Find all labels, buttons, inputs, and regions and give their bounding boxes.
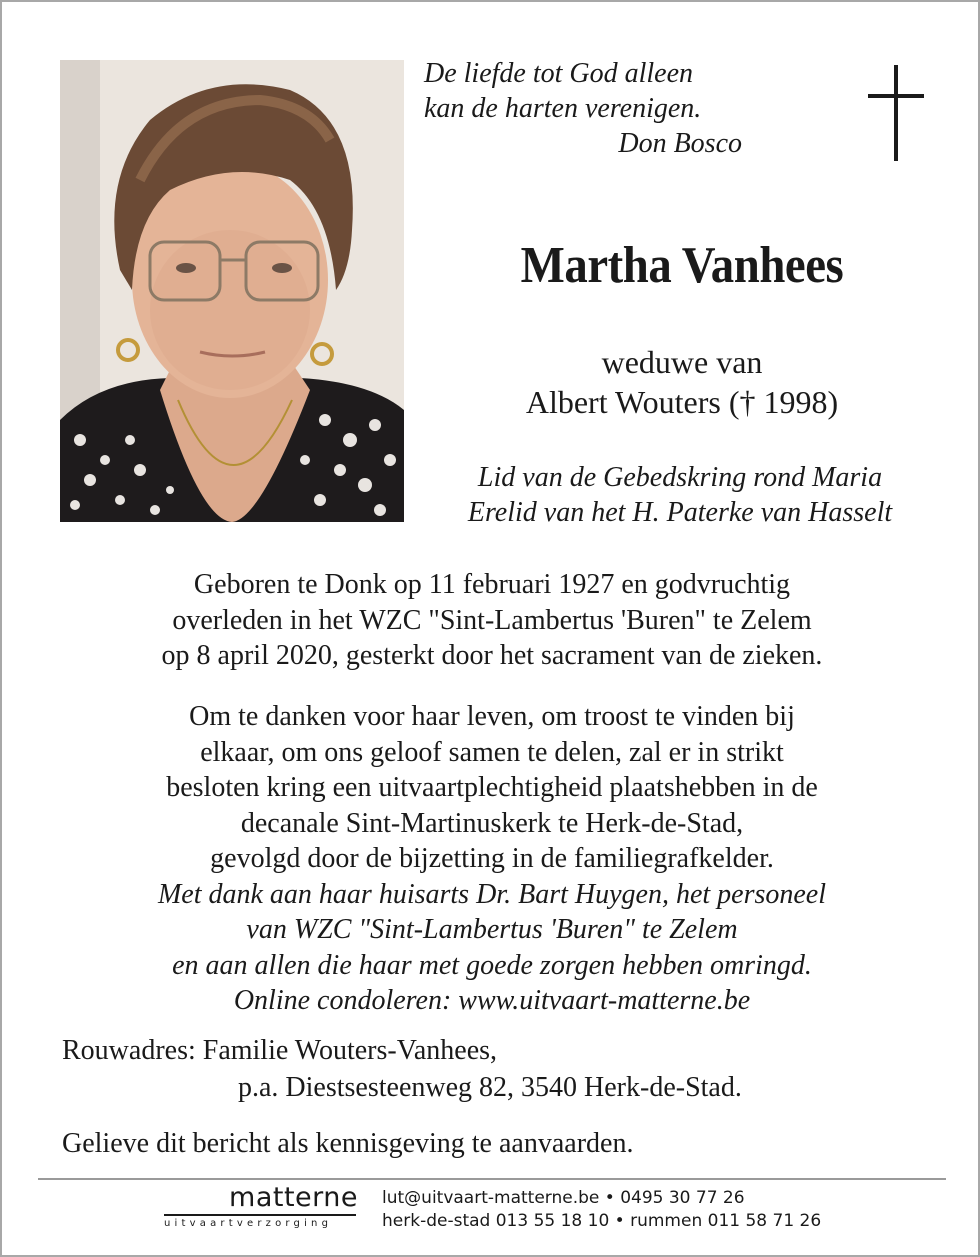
quote-line: kan de harten verenigen.: [424, 93, 702, 124]
notice-text: Gelieve dit bericht als kennisgeving te aanvaarden.: [62, 1128, 634, 1159]
relation-label: weduwe van: [601, 344, 763, 380]
address-line: p.a. Diestsesteenweg 82, 3540 Herk-de-Stad.: [238, 1072, 742, 1103]
funeral-home-logo: [164, 1182, 364, 1229]
text-line: Geboren te Donk op 11 februari 1927 en godvruchtig: [193, 569, 791, 600]
thanks-line: van WZC "Sint-Lambertus 'Buren" te Zelem: [246, 914, 738, 945]
contact-info: [382, 1187, 942, 1233]
membership-line: Erelid van het H. Paterke van Hasselt: [467, 497, 893, 528]
footer-divider: [38, 1178, 946, 1180]
address-line: Rouwadres: Familie Wouters-Vanhees,: [62, 1035, 498, 1066]
logo-name: matterne: [229, 1182, 358, 1213]
text-line: op 8 april 2020, gesterkt door het sacrament van de zieken.: [161, 640, 823, 671]
text-line: decanale Sint-Martinuskerk te Herk-de-Stad,: [240, 807, 744, 839]
cross-icon: [868, 65, 924, 161]
quote: [424, 56, 754, 161]
text-line: overleden in het WZC "Sint-Lambertus 'Buren" te Zelem: [172, 604, 812, 636]
memberships: [410, 460, 950, 530]
thanks-line: Met dank aan haar huisarts Dr. Bart Huygen, het personeel: [157, 878, 827, 910]
text-line: gevolgd door de bijzetting in de familiegrafkelder.: [210, 843, 774, 874]
logo-subtitle: uitvaartverzorging: [164, 1218, 333, 1229]
spouse-name: Albert Wouters († 1998): [525, 384, 839, 420]
text-line: besloten kring een uitvaartplechtigheid plaatshebben in de: [166, 772, 818, 803]
condolence-link[interactable]: Online condoleren: www.uitvaart-matterne.be: [233, 985, 751, 1016]
quote-line: De liefde tot God alleen: [424, 58, 694, 89]
text-line: Om te danken voor haar leven, om troost te vinden bij: [189, 701, 795, 732]
quote-author: Don Bosco: [618, 128, 742, 159]
mourning-address: [62, 1032, 922, 1106]
portrait-photo: [60, 60, 404, 522]
ceremony-paragraph: [42, 699, 942, 1019]
thanks-line: en aan allen die haar met goede zorgen hebben omringd.: [172, 949, 812, 981]
birth-death-paragraph: [42, 567, 942, 674]
portrait-illustration: [60, 60, 404, 522]
membership-line: Lid van de Gebedskring rond Maria: [477, 462, 883, 493]
deceased-name: Martha Vanhees: [520, 237, 844, 294]
contact-line[interactable]: lut@uitvaart-matterne.be • 0495 30 77 26: [382, 1188, 745, 1208]
logo-rule: [164, 1214, 356, 1216]
contact-line: herk-de-stad 013 55 18 10 • rummen 011 58 71 26: [382, 1211, 822, 1231]
text-line: elkaar, om ons geloof samen te delen, zal er in strikt: [200, 736, 784, 768]
spouse-info: [422, 342, 942, 422]
